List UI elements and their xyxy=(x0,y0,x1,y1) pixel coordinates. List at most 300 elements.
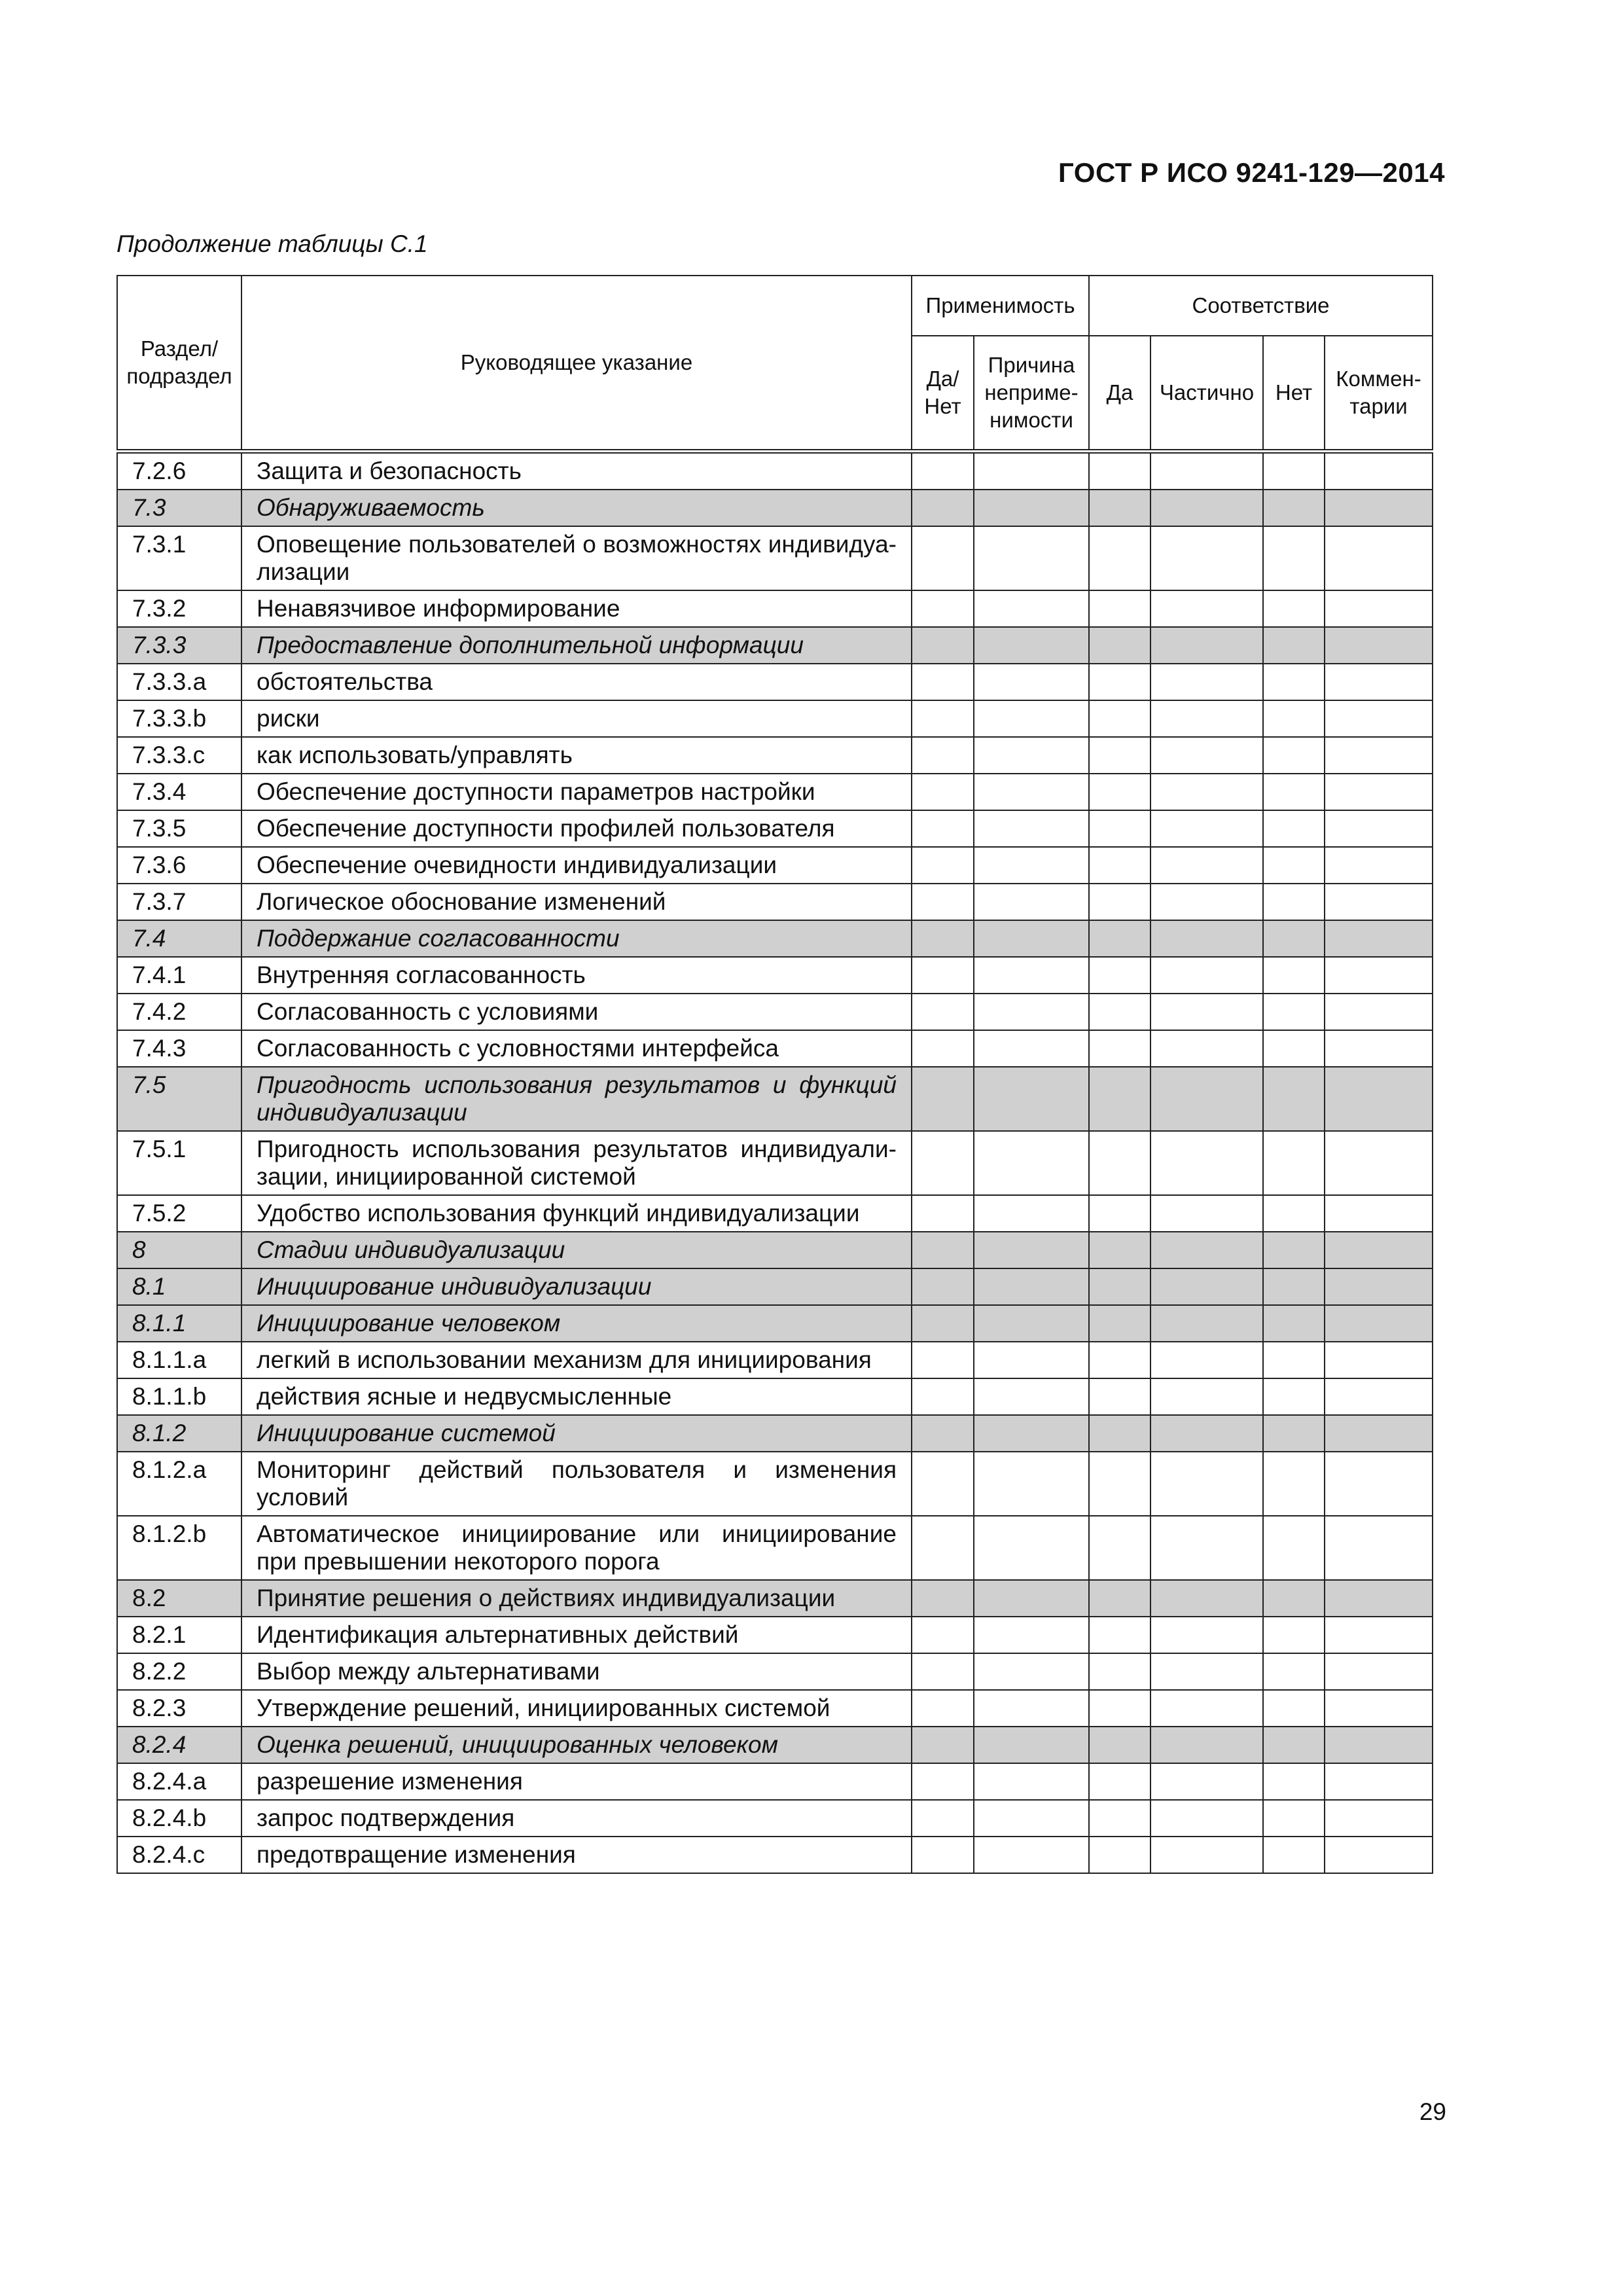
row-section-code: 7.4.1 xyxy=(117,957,241,994)
cell-compliance-comments[interactable] xyxy=(1325,1580,1433,1617)
cell-applicability-yes-no[interactable] xyxy=(912,1305,974,1342)
cell-applicability-yes-no[interactable] xyxy=(912,994,974,1030)
cell-applicability-reason[interactable] xyxy=(974,1067,1089,1131)
cell-compliance-comments[interactable] xyxy=(1325,1232,1433,1268)
table-row xyxy=(117,957,1433,994)
cell-applicability-reason[interactable] xyxy=(974,1415,1089,1452)
table-row xyxy=(117,847,1433,884)
cell-compliance-no[interactable] xyxy=(1263,1232,1325,1268)
cell-applicability-yes-no[interactable] xyxy=(912,1342,974,1378)
cell-applicability-yes-no[interactable] xyxy=(912,1800,974,1837)
row-section-code: 8.1.1 xyxy=(117,1305,241,1342)
cell-compliance-partial[interactable] xyxy=(1150,1516,1263,1580)
cell-compliance-no[interactable] xyxy=(1263,526,1325,590)
cell-compliance-comments[interactable] xyxy=(1325,1800,1433,1837)
cell-compliance-yes[interactable] xyxy=(1089,490,1150,526)
cell-compliance-comments[interactable] xyxy=(1325,1342,1433,1378)
cell-compliance-yes[interactable] xyxy=(1089,1030,1150,1067)
cell-compliance-yes[interactable] xyxy=(1089,1232,1150,1268)
cell-compliance-no[interactable] xyxy=(1263,1305,1325,1342)
cell-compliance-yes[interactable] xyxy=(1089,847,1150,884)
row-section-code: 8.2.4.c xyxy=(117,1837,241,1873)
cell-compliance-partial[interactable] xyxy=(1150,1800,1263,1837)
table-row xyxy=(117,920,1433,957)
row-section-code: 7.3.4 xyxy=(117,774,241,810)
cell-applicability-yes-no[interactable] xyxy=(912,590,974,627)
document-number: ГОСТ Р ИСО 9241-129—2014 xyxy=(1058,157,1445,188)
row-guidance-text: Стадии индивидуализации xyxy=(241,1232,912,1268)
row-guidance-text: предотвращение изменения xyxy=(241,1837,912,1873)
cell-compliance-no[interactable] xyxy=(1263,957,1325,994)
cell-applicability-yes-no[interactable] xyxy=(912,957,974,994)
cell-applicability-yes-no[interactable] xyxy=(912,1452,974,1516)
cell-compliance-yes[interactable] xyxy=(1089,1067,1150,1131)
header-applicability-reason: Причина неприме- нимости xyxy=(974,336,1089,452)
row-section-code: 8.2 xyxy=(117,1580,241,1617)
cell-compliance-comments[interactable] xyxy=(1325,1452,1433,1516)
row-section-code: 7.5.1 xyxy=(117,1131,241,1195)
cell-compliance-yes[interactable] xyxy=(1089,1580,1150,1617)
row-guidance-text: Обнаруживаемость xyxy=(241,490,912,526)
cell-compliance-yes[interactable] xyxy=(1089,700,1150,737)
cell-applicability-yes-no[interactable] xyxy=(912,884,974,920)
cell-compliance-no[interactable] xyxy=(1263,884,1325,920)
cell-compliance-no[interactable] xyxy=(1263,1131,1325,1195)
cell-compliance-comments[interactable] xyxy=(1325,1378,1433,1415)
cell-compliance-comments[interactable] xyxy=(1325,627,1433,664)
row-section-code: 8.2.4.b xyxy=(117,1800,241,1837)
cell-compliance-yes[interactable] xyxy=(1089,627,1150,664)
row-guidance-text: Согласованность с условностями интерфейса xyxy=(241,1030,912,1067)
cell-applicability-reason[interactable] xyxy=(974,490,1089,526)
table-row xyxy=(117,1195,1433,1232)
table-row xyxy=(117,1452,1433,1516)
cell-compliance-yes[interactable] xyxy=(1089,1617,1150,1653)
cell-compliance-comments[interactable] xyxy=(1325,957,1433,994)
table-row xyxy=(117,1232,1433,1268)
header-applicability: Применимость xyxy=(912,276,1089,336)
cell-compliance-yes[interactable] xyxy=(1089,920,1150,957)
cell-compliance-yes[interactable] xyxy=(1089,737,1150,774)
row-section-code: 7.3.1 xyxy=(117,526,241,590)
cell-compliance-yes[interactable] xyxy=(1089,1268,1150,1305)
cell-applicability-reason[interactable] xyxy=(974,957,1089,994)
table-row xyxy=(117,994,1433,1030)
cell-compliance-partial[interactable] xyxy=(1150,1617,1263,1653)
row-guidance-text: действия ясные и недвусмысленные xyxy=(241,1378,912,1415)
cell-compliance-comments[interactable] xyxy=(1325,1617,1433,1653)
row-guidance-text: Защита и безопасность xyxy=(241,452,912,490)
cell-compliance-yes[interactable] xyxy=(1089,590,1150,627)
cell-compliance-partial[interactable] xyxy=(1150,1342,1263,1378)
cell-compliance-comments[interactable] xyxy=(1325,774,1433,810)
cell-applicability-reason[interactable] xyxy=(974,884,1089,920)
cell-compliance-partial[interactable] xyxy=(1150,526,1263,590)
cell-compliance-comments[interactable] xyxy=(1325,526,1433,590)
cell-compliance-yes[interactable] xyxy=(1089,1378,1150,1415)
table-caption: Продолжение таблицы С.1 xyxy=(116,230,428,257)
cell-applicability-yes-no[interactable] xyxy=(912,1131,974,1195)
cell-compliance-no[interactable] xyxy=(1263,1516,1325,1580)
cell-compliance-comments[interactable] xyxy=(1325,1690,1433,1727)
cell-compliance-yes[interactable] xyxy=(1089,1763,1150,1800)
table-row xyxy=(117,1378,1433,1415)
cell-compliance-comments[interactable] xyxy=(1325,1653,1433,1690)
cell-applicability-reason[interactable] xyxy=(974,774,1089,810)
cell-applicability-reason[interactable] xyxy=(974,1580,1089,1617)
header-applicability-yes-no: Да/ Нет xyxy=(912,336,974,452)
cell-compliance-comments[interactable] xyxy=(1325,1067,1433,1131)
cell-compliance-partial[interactable] xyxy=(1150,1653,1263,1690)
cell-compliance-yes[interactable] xyxy=(1089,1727,1150,1763)
cell-compliance-partial[interactable] xyxy=(1150,737,1263,774)
cell-compliance-no[interactable] xyxy=(1263,700,1325,737)
table-row xyxy=(117,1415,1433,1452)
cell-applicability-yes-no[interactable] xyxy=(912,1415,974,1452)
cell-compliance-no[interactable] xyxy=(1263,1800,1325,1837)
cell-applicability-yes-no[interactable] xyxy=(912,1030,974,1067)
table-row xyxy=(117,1800,1433,1837)
cell-compliance-partial[interactable] xyxy=(1150,1232,1263,1268)
cell-applicability-reason[interactable] xyxy=(974,920,1089,957)
cell-compliance-no[interactable] xyxy=(1263,810,1325,847)
row-guidance-text: запрос подтверждения xyxy=(241,1800,912,1837)
cell-compliance-comments[interactable] xyxy=(1325,1415,1433,1452)
cell-compliance-partial[interactable] xyxy=(1150,810,1263,847)
header-compliance-comments: Коммен- тарии xyxy=(1325,336,1433,452)
cell-compliance-yes[interactable] xyxy=(1089,1195,1150,1232)
cell-compliance-comments[interactable] xyxy=(1325,1837,1433,1873)
cell-compliance-yes[interactable] xyxy=(1089,1131,1150,1195)
header-compliance-partial: Частично xyxy=(1150,336,1263,452)
cell-applicability-reason[interactable] xyxy=(974,1727,1089,1763)
row-guidance-text: разрешение изменения xyxy=(241,1763,912,1800)
row-section-code: 7.4 xyxy=(117,920,241,957)
cell-compliance-no[interactable] xyxy=(1263,1378,1325,1415)
row-guidance-text: риски xyxy=(241,700,912,737)
cell-applicability-reason[interactable] xyxy=(974,737,1089,774)
cell-compliance-partial[interactable] xyxy=(1150,774,1263,810)
cell-applicability-reason[interactable] xyxy=(974,1268,1089,1305)
cell-compliance-no[interactable] xyxy=(1263,490,1325,526)
cell-compliance-partial[interactable] xyxy=(1150,1030,1263,1067)
cell-applicability-yes-no[interactable] xyxy=(912,1195,974,1232)
cell-compliance-yes[interactable] xyxy=(1089,810,1150,847)
cell-applicability-reason[interactable] xyxy=(974,1232,1089,1268)
cell-applicability-reason[interactable] xyxy=(974,1131,1089,1195)
table-row xyxy=(117,490,1433,526)
cell-applicability-reason[interactable] xyxy=(974,526,1089,590)
page-number: 29 xyxy=(1419,2098,1446,2125)
cell-compliance-partial[interactable] xyxy=(1150,847,1263,884)
table-row xyxy=(117,1305,1433,1342)
cell-compliance-no[interactable] xyxy=(1263,1342,1325,1378)
cell-compliance-partial[interactable] xyxy=(1150,884,1263,920)
row-guidance-text: Предоставление дополнительной информации xyxy=(241,627,912,664)
cell-applicability-yes-no[interactable] xyxy=(912,920,974,957)
row-guidance-text: как использовать/управлять xyxy=(241,737,912,774)
cell-compliance-comments[interactable] xyxy=(1325,1305,1433,1342)
cell-compliance-partial[interactable] xyxy=(1150,1067,1263,1131)
cell-applicability-yes-no[interactable] xyxy=(912,737,974,774)
row-section-code: 7.3.2 xyxy=(117,590,241,627)
cell-compliance-yes[interactable] xyxy=(1089,526,1150,590)
cell-applicability-reason[interactable] xyxy=(974,994,1089,1030)
row-section-code: 8.1 xyxy=(117,1268,241,1305)
cell-applicability-yes-no[interactable] xyxy=(912,1268,974,1305)
cell-compliance-no[interactable] xyxy=(1263,1617,1325,1653)
cell-compliance-partial[interactable] xyxy=(1150,994,1263,1030)
header-compliance-no: Нет xyxy=(1263,336,1325,452)
cell-compliance-comments[interactable] xyxy=(1325,810,1433,847)
cell-applicability-yes-no[interactable] xyxy=(912,1232,974,1268)
table-row xyxy=(117,1131,1433,1195)
cell-compliance-comments[interactable] xyxy=(1325,737,1433,774)
row-section-code: 8.2.3 xyxy=(117,1690,241,1727)
cell-applicability-reason[interactable] xyxy=(974,1690,1089,1727)
cell-compliance-partial[interactable] xyxy=(1150,1690,1263,1727)
cell-compliance-no[interactable] xyxy=(1263,1452,1325,1516)
cell-applicability-yes-no[interactable] xyxy=(912,700,974,737)
cell-compliance-partial[interactable] xyxy=(1150,627,1263,664)
cell-applicability-yes-no[interactable] xyxy=(912,1727,974,1763)
cell-compliance-no[interactable] xyxy=(1263,920,1325,957)
cell-compliance-no[interactable] xyxy=(1263,847,1325,884)
cell-applicability-yes-no[interactable] xyxy=(912,1690,974,1727)
row-section-code: 7.3.3 xyxy=(117,627,241,664)
cell-applicability-yes-no[interactable] xyxy=(912,1516,974,1580)
cell-compliance-no[interactable] xyxy=(1263,1580,1325,1617)
cell-applicability-yes-no[interactable] xyxy=(912,490,974,526)
cell-applicability-reason[interactable] xyxy=(974,452,1089,490)
row-guidance-text: Обеспечение очевидности индивидуализации xyxy=(241,847,912,884)
table-row xyxy=(117,1653,1433,1690)
row-guidance-text: Мониторинг действий пользователя и изменения условий xyxy=(241,1452,912,1516)
cell-compliance-partial[interactable] xyxy=(1150,1305,1263,1342)
cell-applicability-reason[interactable] xyxy=(974,1030,1089,1067)
cell-compliance-partial[interactable] xyxy=(1150,1580,1263,1617)
cell-applicability-reason[interactable] xyxy=(974,700,1089,737)
cell-compliance-yes[interactable] xyxy=(1089,1516,1150,1580)
cell-compliance-no[interactable] xyxy=(1263,1195,1325,1232)
row-section-code: 8.1.2.a xyxy=(117,1452,241,1516)
table-row xyxy=(117,1342,1433,1378)
cell-compliance-yes[interactable] xyxy=(1089,774,1150,810)
header-compliance-yes: Да xyxy=(1089,336,1150,452)
table-row xyxy=(117,1580,1433,1617)
cell-applicability-yes-no[interactable] xyxy=(912,774,974,810)
row-section-code: 8 xyxy=(117,1232,241,1268)
cell-compliance-comments[interactable] xyxy=(1325,1516,1433,1580)
cell-compliance-yes[interactable] xyxy=(1089,884,1150,920)
cell-compliance-comments[interactable] xyxy=(1325,664,1433,700)
cell-compliance-yes[interactable] xyxy=(1089,1653,1150,1690)
cell-compliance-comments[interactable] xyxy=(1325,452,1433,490)
cell-compliance-no[interactable] xyxy=(1263,994,1325,1030)
cell-compliance-no[interactable] xyxy=(1263,1415,1325,1452)
cell-compliance-comments[interactable] xyxy=(1325,490,1433,526)
cell-compliance-partial[interactable] xyxy=(1150,1452,1263,1516)
row-section-code: 7.4.3 xyxy=(117,1030,241,1067)
table-row xyxy=(117,1030,1433,1067)
cell-applicability-reason[interactable] xyxy=(974,1763,1089,1800)
row-section-code: 8.1.2.b xyxy=(117,1516,241,1580)
cell-applicability-yes-no[interactable] xyxy=(912,1378,974,1415)
cell-compliance-yes[interactable] xyxy=(1089,1415,1150,1452)
cell-compliance-partial[interactable] xyxy=(1150,1763,1263,1800)
cell-applicability-reason[interactable] xyxy=(974,1653,1089,1690)
cell-compliance-partial[interactable] xyxy=(1150,490,1263,526)
cell-compliance-partial[interactable] xyxy=(1150,1837,1263,1873)
cell-compliance-partial[interactable] xyxy=(1150,920,1263,957)
cell-compliance-yes[interactable] xyxy=(1089,664,1150,700)
cell-compliance-comments[interactable] xyxy=(1325,1030,1433,1067)
cell-compliance-yes[interactable] xyxy=(1089,1342,1150,1378)
cell-applicability-reason[interactable] xyxy=(974,1305,1089,1342)
row-guidance-text: Обеспечение доступности параметров настройки xyxy=(241,774,912,810)
cell-compliance-comments[interactable] xyxy=(1325,994,1433,1030)
cell-applicability-yes-no[interactable] xyxy=(912,627,974,664)
row-guidance-text: Логическое обоснование изменений xyxy=(241,884,912,920)
cell-applicability-reason[interactable] xyxy=(974,1342,1089,1378)
cell-compliance-comments[interactable] xyxy=(1325,700,1433,737)
cell-compliance-no[interactable] xyxy=(1263,627,1325,664)
cell-applicability-reason[interactable] xyxy=(974,1617,1089,1653)
cell-applicability-reason[interactable] xyxy=(974,847,1089,884)
cell-applicability-yes-no[interactable] xyxy=(912,1763,974,1800)
cell-applicability-yes-no[interactable] xyxy=(912,847,974,884)
row-section-code: 8.2.4.a xyxy=(117,1763,241,1800)
cell-applicability-reason[interactable] xyxy=(974,1800,1089,1837)
cell-compliance-partial[interactable] xyxy=(1150,700,1263,737)
cell-compliance-comments[interactable] xyxy=(1325,1268,1433,1305)
cell-compliance-no[interactable] xyxy=(1263,1030,1325,1067)
row-section-code: 7.3.3.b xyxy=(117,700,241,737)
cell-compliance-partial[interactable] xyxy=(1150,1415,1263,1452)
table-row xyxy=(117,700,1433,737)
cell-applicability-yes-no[interactable] xyxy=(912,452,974,490)
cell-compliance-partial[interactable] xyxy=(1150,1727,1263,1763)
row-section-code: 8.2.1 xyxy=(117,1617,241,1653)
table-row xyxy=(117,1516,1433,1580)
cell-compliance-partial[interactable] xyxy=(1150,1378,1263,1415)
cell-compliance-no[interactable] xyxy=(1263,1268,1325,1305)
cell-compliance-comments[interactable] xyxy=(1325,1763,1433,1800)
cell-compliance-partial[interactable] xyxy=(1150,1268,1263,1305)
cell-compliance-yes[interactable] xyxy=(1089,957,1150,994)
cell-compliance-comments[interactable] xyxy=(1325,847,1433,884)
row-guidance-text: легкий в использовании механизм для инициирования xyxy=(241,1342,912,1378)
cell-applicability-yes-no[interactable] xyxy=(912,1617,974,1653)
cell-compliance-yes[interactable] xyxy=(1089,994,1150,1030)
table-row xyxy=(117,810,1433,847)
cell-compliance-no[interactable] xyxy=(1263,664,1325,700)
cell-compliance-partial[interactable] xyxy=(1150,664,1263,700)
cell-compliance-no[interactable] xyxy=(1263,1837,1325,1873)
row-guidance-text: Выбор между альтернативами xyxy=(241,1653,912,1690)
cell-compliance-partial[interactable] xyxy=(1150,1131,1263,1195)
row-section-code: 7.5 xyxy=(117,1067,241,1131)
table-row xyxy=(117,884,1433,920)
table-row xyxy=(117,590,1433,627)
cell-applicability-yes-no[interactable] xyxy=(912,1653,974,1690)
cell-compliance-partial[interactable] xyxy=(1150,957,1263,994)
table-row xyxy=(117,452,1433,490)
cell-compliance-no[interactable] xyxy=(1263,737,1325,774)
cell-compliance-no[interactable] xyxy=(1263,1067,1325,1131)
cell-applicability-reason[interactable] xyxy=(974,1195,1089,1232)
cell-applicability-reason[interactable] xyxy=(974,590,1089,627)
cell-applicability-reason[interactable] xyxy=(974,627,1089,664)
table-row xyxy=(117,1690,1433,1727)
row-section-code: 7.5.2 xyxy=(117,1195,241,1232)
cell-compliance-partial[interactable] xyxy=(1150,1195,1263,1232)
cell-compliance-partial[interactable] xyxy=(1150,590,1263,627)
table-body xyxy=(117,452,1433,1874)
cell-compliance-yes[interactable] xyxy=(1089,1305,1150,1342)
row-guidance-text: Обеспечение доступности профилей пользователя xyxy=(241,810,912,847)
cell-compliance-no[interactable] xyxy=(1263,590,1325,627)
table-row xyxy=(117,526,1433,590)
cell-applicability-yes-no[interactable] xyxy=(912,1580,974,1617)
row-guidance-text: Согласованность с условиями xyxy=(241,994,912,1030)
cell-compliance-comments[interactable] xyxy=(1325,590,1433,627)
cell-applicability-yes-no[interactable] xyxy=(912,526,974,590)
cell-compliance-no[interactable] xyxy=(1263,1763,1325,1800)
cell-compliance-comments[interactable] xyxy=(1325,1131,1433,1195)
cell-compliance-comments[interactable] xyxy=(1325,1727,1433,1763)
cell-compliance-no[interactable] xyxy=(1263,1727,1325,1763)
cell-applicability-yes-no[interactable] xyxy=(912,810,974,847)
cell-compliance-yes[interactable] xyxy=(1089,1690,1150,1727)
cell-applicability-reason[interactable] xyxy=(974,1516,1089,1580)
cell-applicability-yes-no[interactable] xyxy=(912,664,974,700)
cell-applicability-reason[interactable] xyxy=(974,1452,1089,1516)
table-row xyxy=(117,1268,1433,1305)
cell-compliance-comments[interactable] xyxy=(1325,1195,1433,1232)
row-section-code: 8.1.1.a xyxy=(117,1342,241,1378)
row-section-code: 7.3.3.c xyxy=(117,737,241,774)
row-guidance-text: обстоятельства xyxy=(241,664,912,700)
cell-compliance-yes[interactable] xyxy=(1089,1452,1150,1516)
cell-compliance-partial[interactable] xyxy=(1150,452,1263,490)
header-section: Раздел/ подраздел xyxy=(117,276,241,452)
cell-applicability-reason[interactable] xyxy=(974,1378,1089,1415)
cell-compliance-yes[interactable] xyxy=(1089,1800,1150,1837)
cell-applicability-reason[interactable] xyxy=(974,810,1089,847)
row-guidance-text: Инициирование системой xyxy=(241,1415,912,1452)
cell-applicability-yes-no[interactable] xyxy=(912,1067,974,1131)
cell-compliance-comments[interactable] xyxy=(1325,920,1433,957)
row-guidance-text: Оповещение пользователей о возможностях индивидуа- лизации xyxy=(241,526,912,590)
cell-applicability-reason[interactable] xyxy=(974,1837,1089,1873)
row-guidance-text: Внутренняя согласованность xyxy=(241,957,912,994)
table-row xyxy=(117,1617,1433,1653)
row-guidance-text: Инициирование человеком xyxy=(241,1305,912,1342)
row-guidance-text: Удобство использования функций индивидуализации xyxy=(241,1195,912,1232)
cell-applicability-reason[interactable] xyxy=(974,664,1089,700)
header-guidance: Руководящее указание xyxy=(241,276,912,452)
cell-compliance-yes[interactable] xyxy=(1089,452,1150,490)
cell-compliance-yes[interactable] xyxy=(1089,1837,1150,1873)
cell-compliance-no[interactable] xyxy=(1263,1690,1325,1727)
cell-compliance-no[interactable] xyxy=(1263,774,1325,810)
cell-applicability-yes-no[interactable] xyxy=(912,1837,974,1873)
row-section-code: 7.3 xyxy=(117,490,241,526)
cell-compliance-comments[interactable] xyxy=(1325,884,1433,920)
cell-compliance-no[interactable] xyxy=(1263,1653,1325,1690)
cell-compliance-no[interactable] xyxy=(1263,452,1325,490)
